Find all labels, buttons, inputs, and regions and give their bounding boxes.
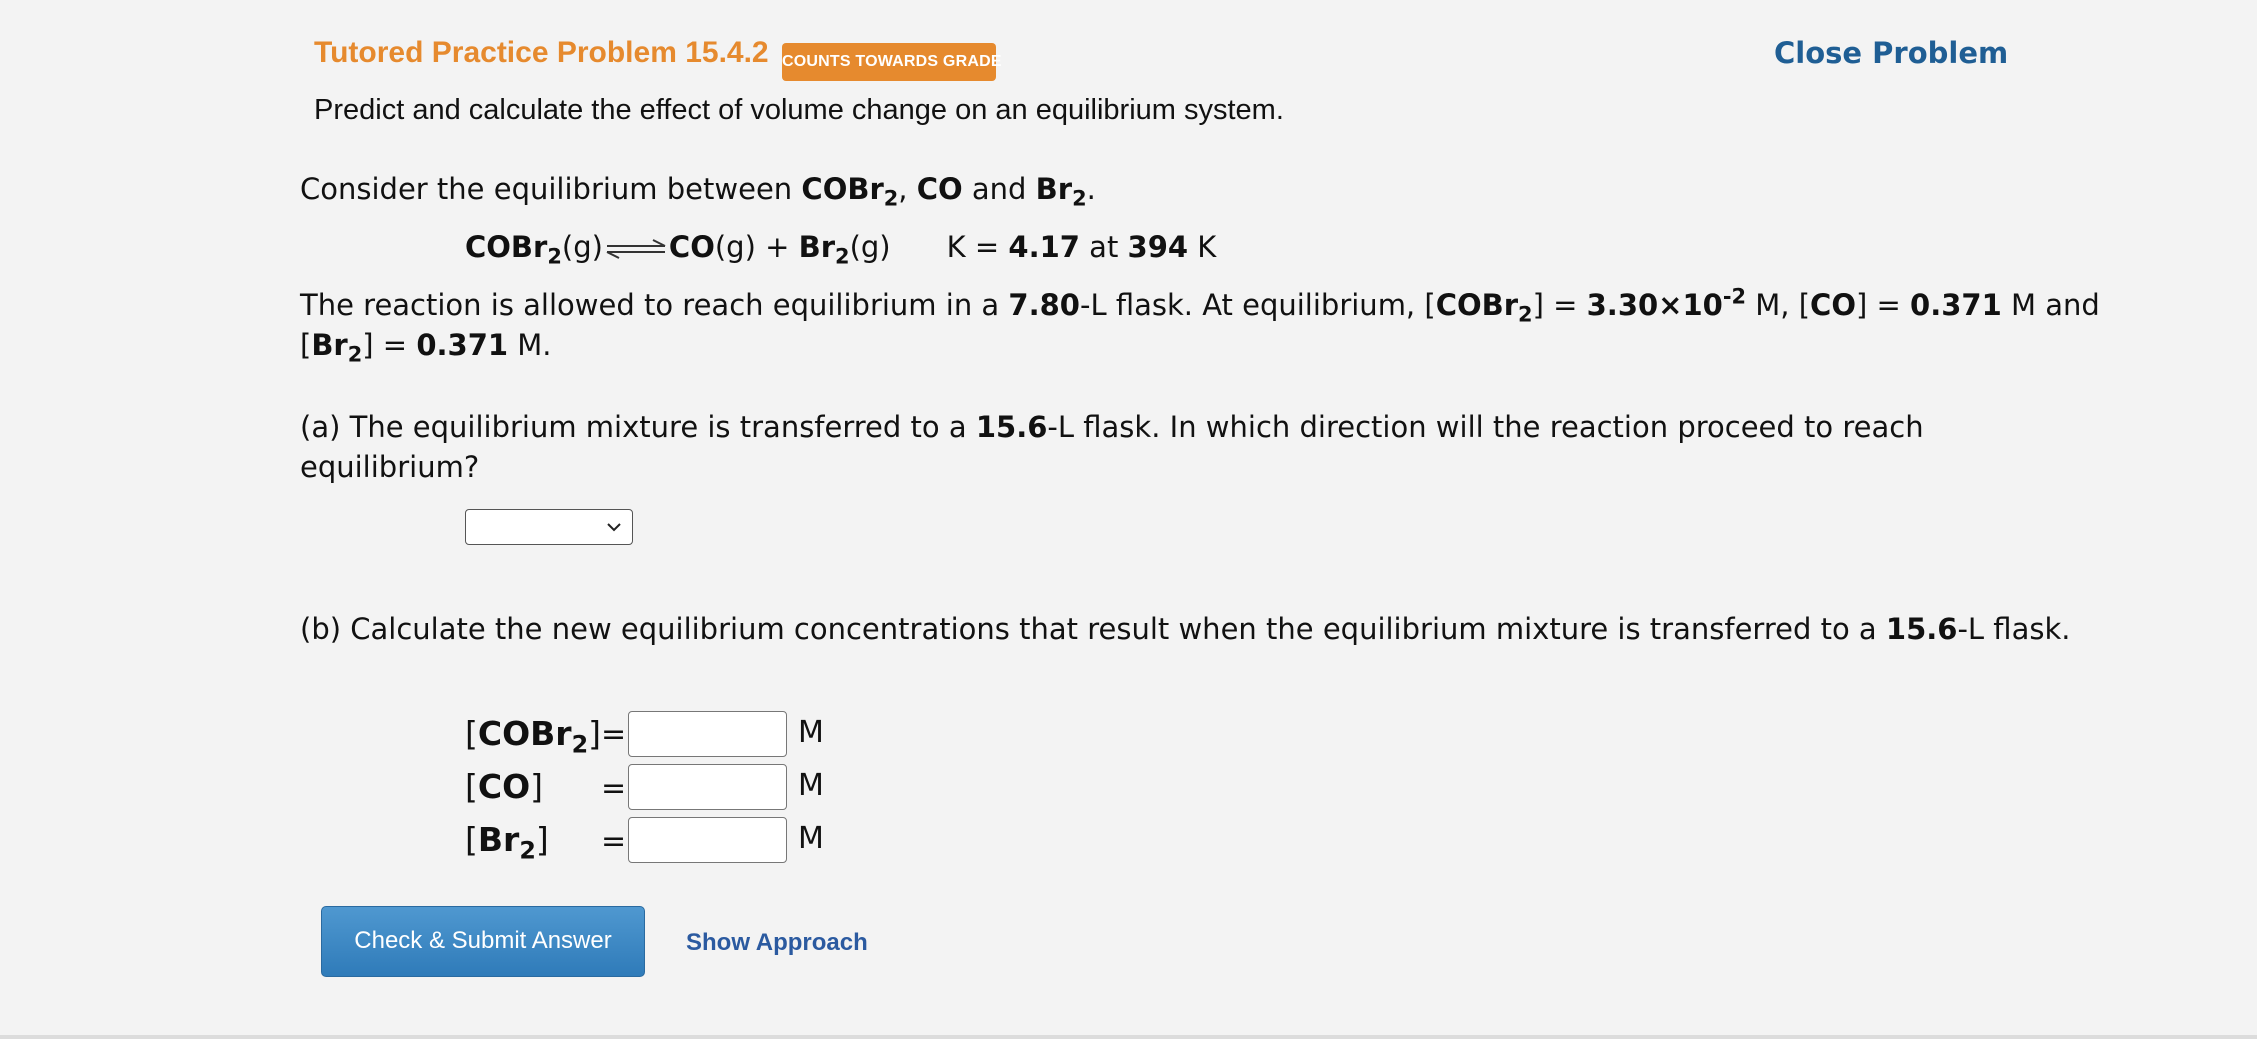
close-problem-link[interactable]: Close Problem [1774, 36, 2009, 70]
part-a-question: (a) The equilibrium mixture is transferred to a 15.6-L flask. In which direction will the reaction proceed to reach [300, 410, 1924, 444]
answer-label-co: [CO] [465, 767, 544, 806]
chevron-down-icon [604, 517, 624, 537]
problem-subtitle: Predict and calculate the effect of volume change on an equilibrium system. [314, 94, 1284, 126]
equilibrium-arrows-icon [605, 237, 667, 261]
answer-label-br2: $[Br_2]$ [465, 820, 549, 865]
part-b-question: (b) Calculate the new equilibrium concentrations that result when the equilibrium mixture is transferred to a 15.6-L flask. [300, 612, 2071, 646]
direction-select[interactable] [465, 509, 633, 545]
equals-sign: = [601, 717, 627, 752]
intro-text: Consider the equilibrium between COBr$_2$, CO and $Br_2$. [300, 172, 1096, 211]
br2-concentration-input[interactable] [628, 817, 787, 863]
conditions-line-2: $[Br_2] = 0.371$ M. [300, 328, 552, 367]
unit-label: M [798, 821, 824, 856]
problem-title: Tutored Practice Problem 15.4.2 [314, 36, 769, 69]
check-submit-button[interactable]: Check & Submit Answer [321, 906, 645, 977]
unit-label: M [798, 715, 824, 750]
grade-badge: COUNTS TOWARDS GRADE [782, 43, 996, 81]
co-concentration-input[interactable] [628, 764, 787, 810]
equilibrium-equation: COBr$_2$(g) $CO(g) + Br_2(g) K = 4.17$ at 394 K [465, 230, 1217, 269]
show-approach-link[interactable]: Show Approach [686, 929, 868, 956]
equals-sign: = [601, 771, 627, 806]
unit-label: M [798, 768, 824, 803]
part-a-question-cont: equilibrium? [300, 450, 480, 484]
cobr2-concentration-input[interactable] [628, 711, 787, 757]
conditions-line-1: The reaction is allowed to reach equilibrium in a 7.80-L flask. At equilibrium, [COBr$_2$] = $3.30\times 10^{-2}$ M, [CO] = 0.371 M and [300, 284, 2100, 327]
answer-label-cobr2: [COBr$_2$] [465, 714, 601, 759]
equals-sign: = [601, 824, 627, 859]
bottom-divider [0, 1035, 2257, 1039]
